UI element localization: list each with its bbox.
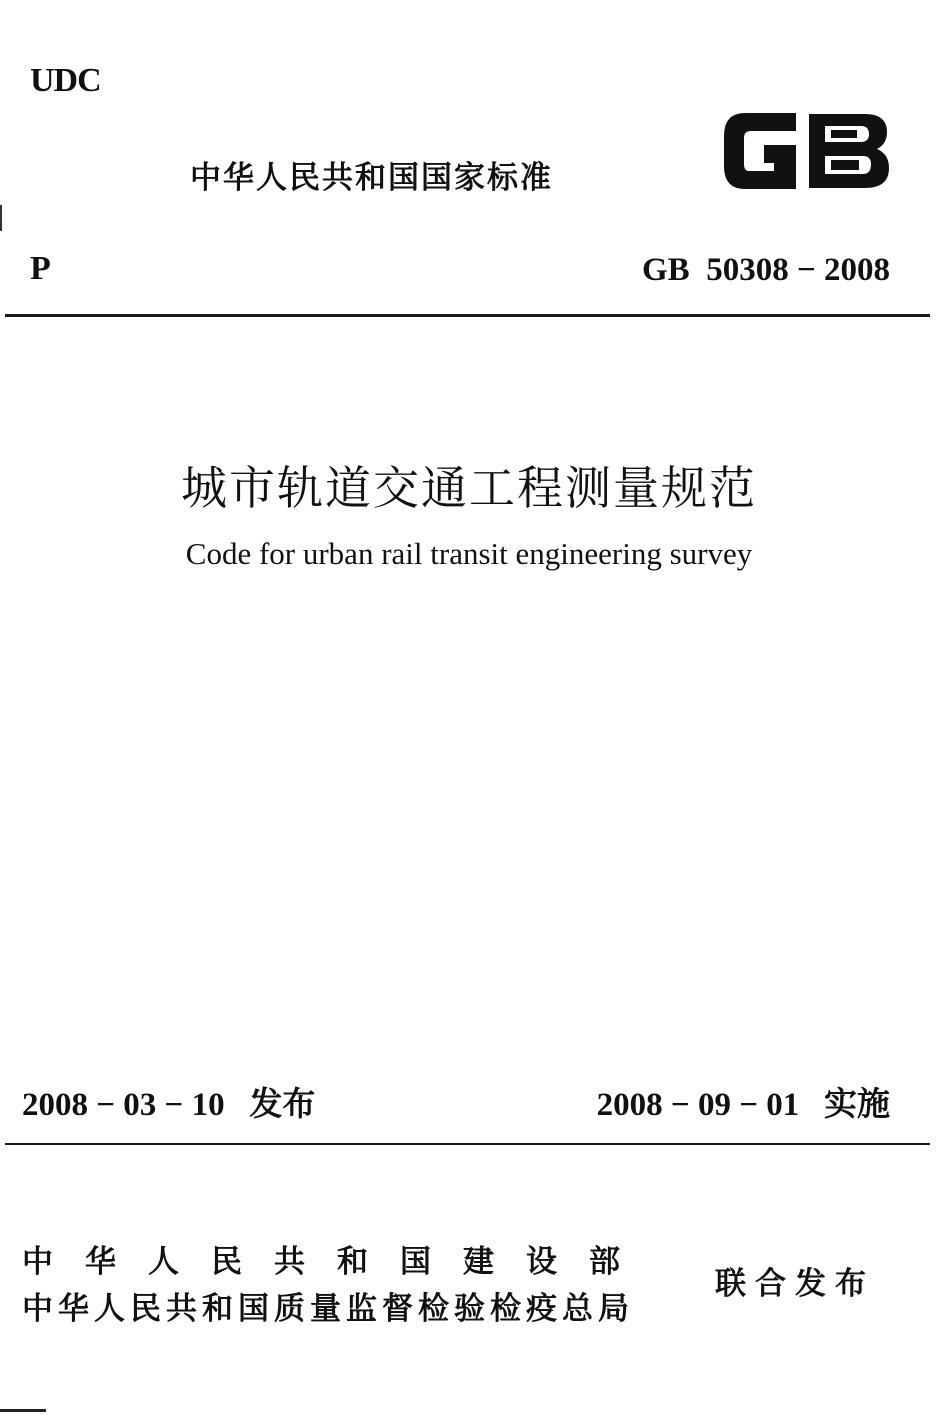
bottom-edge-mark	[0, 1409, 46, 1412]
implementation-date-block	[597, 1078, 890, 1125]
issuer-aqsiq: 中华人民共和国质量监督检验检疫总局	[22, 1291, 634, 1327]
gb-logo-graphic	[717, 106, 895, 196]
udc-label: UDC	[30, 62, 101, 99]
standard-type-heading: 中华人民共和国国家标准	[190, 160, 553, 196]
implementation-date: 2008 − 09 − 01	[596, 1087, 800, 1123]
standard-number: GB 50308 − 2008	[642, 252, 890, 288]
title-english: Code for urban rail transit engineering survey	[185, 536, 753, 571]
implementation-label: 实施	[824, 1084, 890, 1123]
bottom-divider	[5, 1143, 930, 1145]
title-chinese: 城市轨道交通工程测量规范	[181, 461, 757, 515]
issue-date: 2008 − 03 − 10	[22, 1087, 225, 1123]
classification-code: P	[30, 250, 51, 287]
issuer-ministry-construction: 中华人民共和国建设部	[22, 1244, 652, 1280]
top-divider	[5, 314, 930, 317]
edge-mark	[0, 205, 2, 231]
gb-logo	[717, 106, 895, 196]
issue-date-block	[22, 1078, 315, 1125]
joint-issue-label: 联合发布	[715, 1266, 875, 1302]
issue-label: 发布	[249, 1084, 316, 1123]
